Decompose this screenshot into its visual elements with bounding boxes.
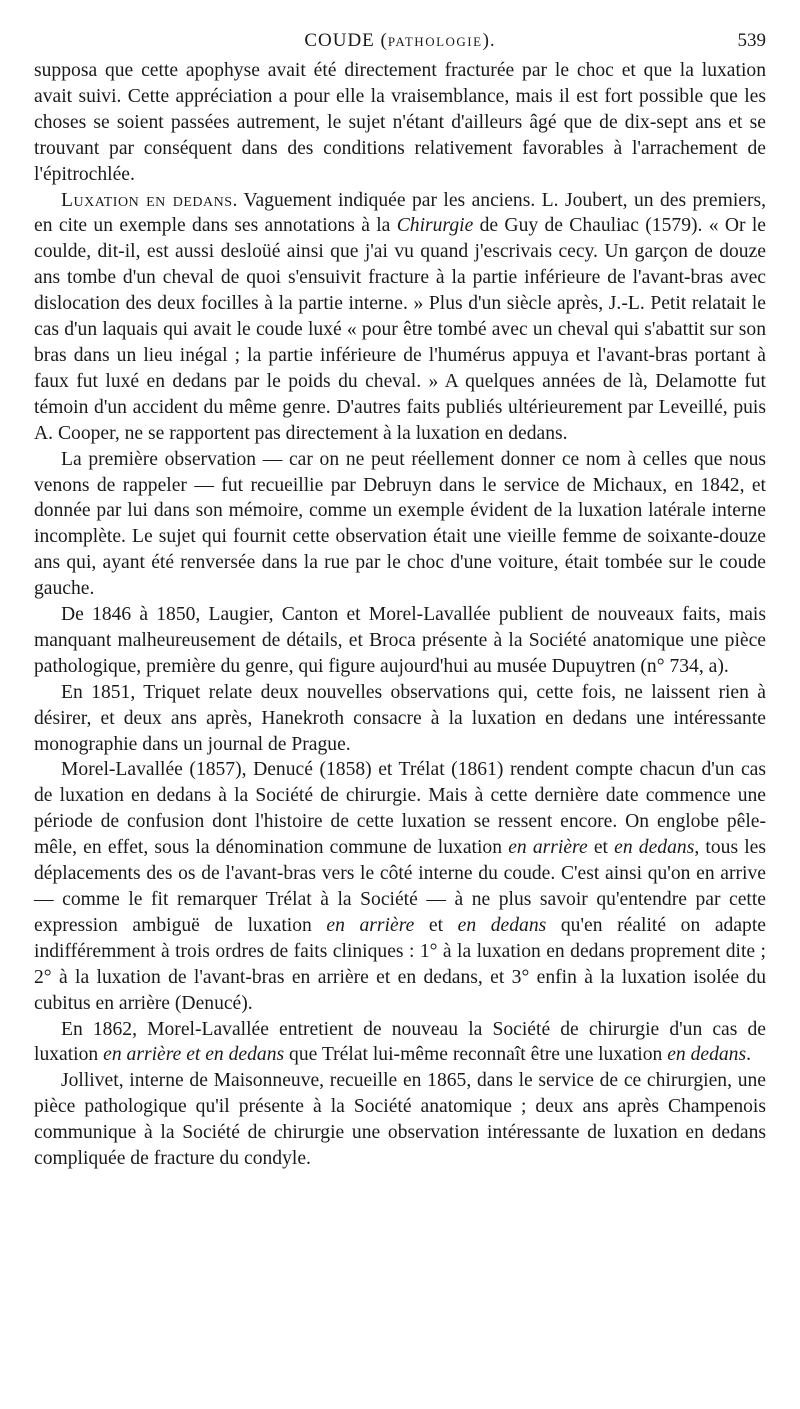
section-heading: Luxation en dedans	[61, 189, 233, 211]
paragraph	[34, 602, 766, 680]
text-run: et	[587, 837, 615, 859]
document-page	[34, 0, 766, 1172]
text-run: et	[414, 914, 458, 936]
running-title-paren-close: ).	[482, 30, 496, 51]
italic-text: en dedans	[457, 914, 547, 936]
italic-text: en arrière	[508, 837, 588, 859]
italic-text: en dedans	[614, 837, 695, 859]
text-run: La première observation — car on ne peut réellement donner ce nom à celles que nous venons de rappeler — fut recueillie par Debruyn dans le service de Michaux, en 1842, et donnée par lui dans son mémoire, comme un exemple évident de la luxation latérale interne incomplète. Le sujet qui fournit cette observation était une vieille femme de soixante-douze ans qui, ayant été renversée dans la rue par le choc d'une voiture, était tombée sur le coude gauche.	[34, 448, 766, 600]
text-run: supposa que cette apophyse avait été directement fracturée par le choc et que la luxation avait suivi. Cette appréciation a pour elle la vraisemblance, mais il est fort possible que les choses se soient passées autrement, le sujet n'étant d'ailleurs âgé que de dix-sept ans et se trouvant par conséquent dans des conditions relativement favorables à l'arrachement de l'épitrochlée.	[34, 60, 766, 185]
italic-text: Chirurgie	[396, 215, 474, 237]
text-run: En 1851, Triquet relate deux nouvelles observations qui, cette fois, ne laissent rien à désirer, et deux ans après, Hanekroth consacre à la luxation en dedans une intéressante monographie dans un journal de Prague.	[34, 681, 766, 755]
paragraph	[34, 680, 766, 758]
italic-text: en arrière et en dedans	[103, 1044, 285, 1066]
italic-text: en dedans	[667, 1044, 747, 1066]
running-title-main: COUDE	[304, 30, 375, 51]
text-run: En 1862, Morel-Lavallée entretient de nouveau la Société de chirurgie d'un cas de luxation	[34, 1018, 766, 1066]
body-text	[34, 58, 766, 1172]
text-run: .	[746, 1044, 752, 1066]
paragraph	[34, 188, 766, 447]
paragraph	[34, 447, 766, 602]
running-title-sub: PATHOLOGIE	[387, 34, 483, 49]
running-title-paren-open: (	[380, 30, 388, 51]
text-run: . Vaguement indiquée par les anciens. L. Joubert, un des premiers, en cite un exemple dans ses annotations à la	[34, 189, 767, 237]
running-title	[34, 30, 766, 52]
text-run: Morel-Lavallée (1857), Denucé (1858) et Trélat (1861) rendent compte chacun d'un cas de luxation en dedans à la Société de chirurgie. Mais à cette dernière date commence une période de confusion dont l'histoire de cette luxation se ressent encore. On englobe pêle-mêle, en effet, sous la dénomination commune de luxation	[34, 759, 766, 859]
text-run: qu'en réalité on adapte indifféremment à trois ordres de faits cliniques : 1° à la luxation en dedans proprement dite ; 2° à la luxation de l'avant-bras en arrière et en dedans, et 3° enfin à la luxation isolée du cubitus en arrière (Denucé).	[34, 914, 766, 1014]
text-run: , tous les déplacements des os de l'avant-bras vers le côté interne du coude. C'est ainsi qu'on en arrive — comme le fit remarquer Trélat à la Société — à ne plus savoir qu'entendre par cette expression ambiguë de luxation	[34, 837, 767, 936]
paragraph	[34, 757, 766, 1016]
text-run: De 1846 à 1850, Laugier, Canton et Morel-Lavallée publient de nouveaux faits, mais manquant malheureusement de détails, et Broca présente à la Société anatomique une pièce pathologique, première du genre, qui figure aujourd'hui au musée Dupuytren (n° 734, a).	[34, 604, 766, 677]
italic-text: en arrière	[326, 914, 415, 936]
text-run: de Guy de Chauliac (1579). « Or le coulde, dit-il, est aussi desloüé ainsi que j'ai vu quand j'escrivais cecy. Un garçon de douze ans tombe d'un cheval de quoi s'ensuivit fracture à la partie inférieure de l'avant-bras avec dislocation des deux focilles à la partie interne. » Plus d'un siècle après, J.-L. Petit relatait le cas d'un laquais qui avait le coude luxé « pour être tombé avec un cheval qui s'abattit sur son bras dans un lieu inégal ; la partie inférieure de l'humérus appuya et l'avant-bras portant à faux fut luxé en dedans par le poids du cheval. » A quelques années de là, Delamotte fut témoin d'un accident du même genre. D'autres faits publiés ultérieurement par Leveillé, puis A. Cooper, ne se rapportent pas directement à la luxation en dedans.	[34, 215, 766, 444]
text-run: que Trélat lui-même reconnaît être une luxation	[284, 1044, 668, 1066]
page-number: 539	[737, 30, 766, 51]
text-run: Jollivet, interne de Maisonneuve, recueille en 1865, dans le service de ce chirurgien, une pièce pathologique qu'il présente à la Société anatomique ; deux ans après Champenois communique à la Société de chirurgie une observation intéressante de luxation en dedans compliquée de fracture du condyle.	[34, 1070, 766, 1170]
paragraph	[34, 1017, 766, 1069]
paragraph	[34, 1068, 766, 1172]
running-header	[34, 0, 766, 58]
paragraph	[34, 58, 766, 188]
